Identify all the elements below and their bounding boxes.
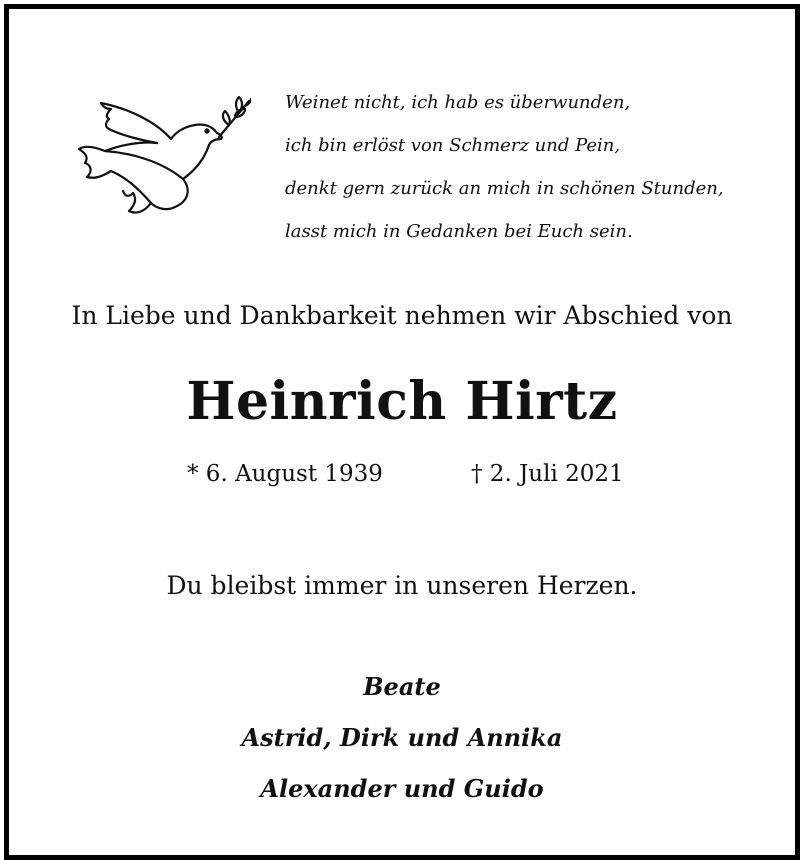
poem [285,81,724,253]
poem-line: lasst mich in Gedanken bei Euch sein. [285,221,633,242]
death-date: † 2. Juli 2021 [471,461,624,487]
mourner-name: Beate [363,672,441,701]
mourner-name: Astrid, Dirk und Annika [241,723,563,752]
mourners-list [9,661,795,814]
obituary-frame [4,4,800,860]
mourner-name: Alexander und Guido [260,774,544,803]
poem-line: denkt gern zurück an mich in schönen Stunden, [285,178,724,199]
birth-date: * 6. August 1939 [187,461,383,487]
dove-icon [71,91,251,223]
deceased-name: Heinrich Hirtz [186,371,618,432]
poem-line: ich bin erlöst von Schmerz und Pein, [285,135,621,156]
poem-line: Weinet nicht, ich hab es überwunden, [285,92,631,113]
motto: Du bleibst immer in unseren Herzen. [166,571,638,600]
farewell-intro: In Liebe und Dankbarkeit nehmen wir Abschied von [71,301,733,330]
